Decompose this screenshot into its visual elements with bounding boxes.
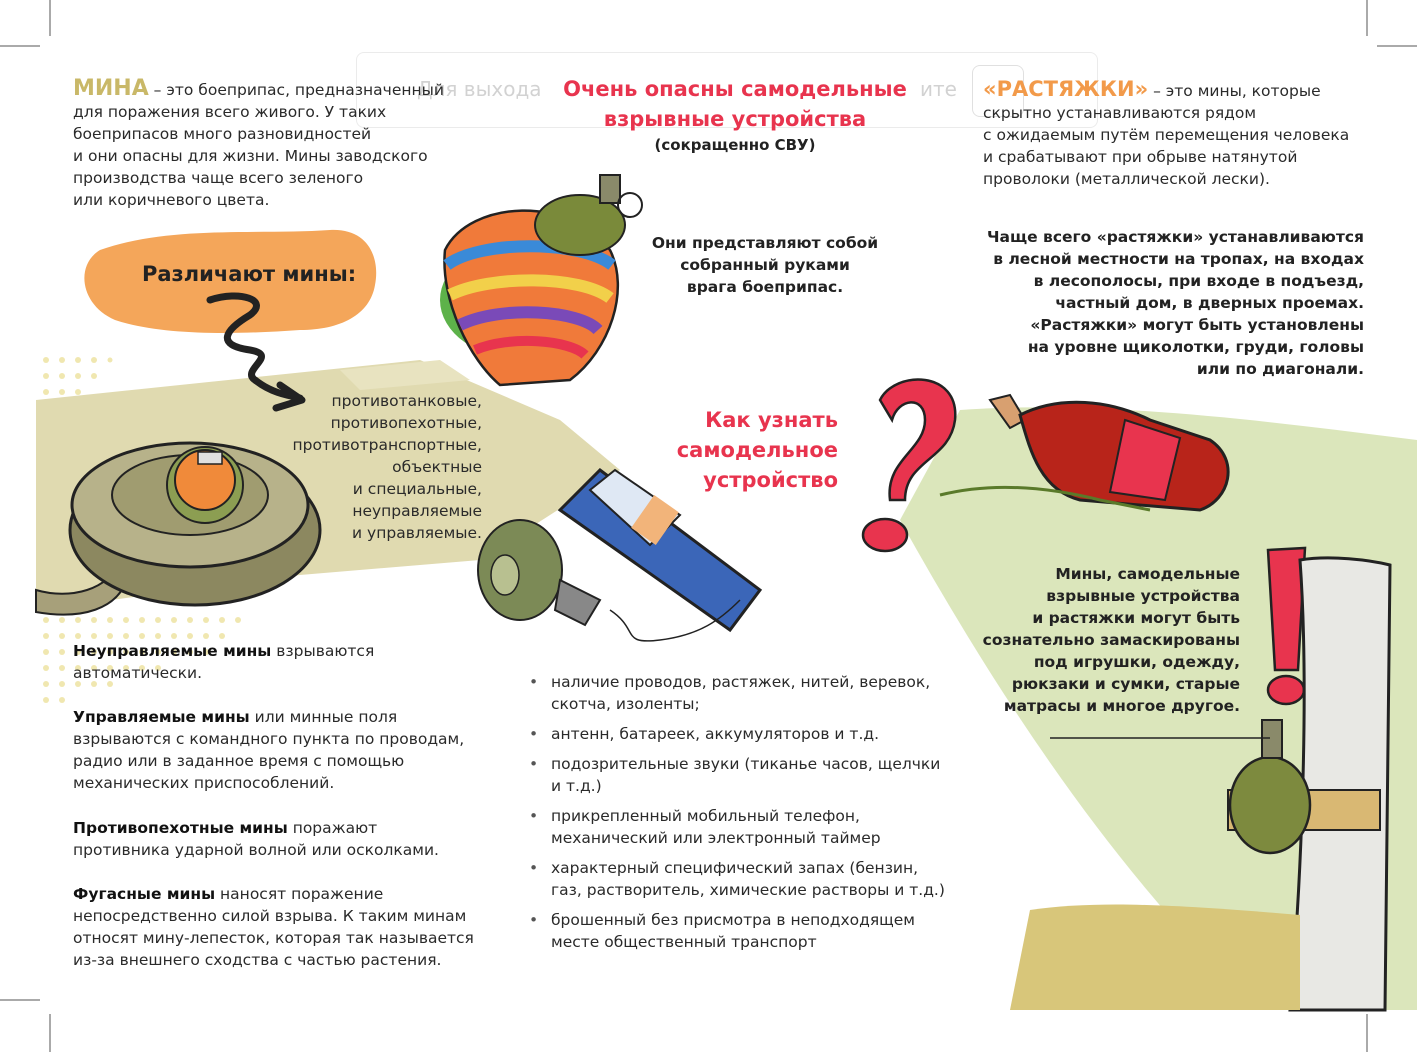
definition-text: относят мину-лепесток, которая так называется	[73, 929, 474, 947]
mina-line-2: боеприпасов много разновидностей	[73, 125, 372, 143]
type-item: и специальные,	[352, 480, 482, 498]
list-item: • антенн, батареек, аккумуляторов и т.д.	[529, 723, 949, 745]
definition-term: Противопехотные мины	[73, 819, 288, 837]
types-list	[250, 390, 482, 544]
type-item: противотанковые,	[331, 392, 482, 410]
how-title-line: самодельное	[676, 438, 838, 462]
definition-text: взрываются с командного пункта по проводам,	[73, 730, 465, 748]
how-title	[640, 405, 838, 495]
rast-mask-line: взрывные устройства	[1046, 587, 1240, 605]
type-item: противопехотные,	[330, 414, 482, 432]
list-item: • подозрительные звуки (тиканье часов, щелчки и т.д.)	[529, 753, 949, 797]
definition-text: противника ударной волной или осколками.	[73, 841, 439, 859]
definition-term: Неуправляемые мины	[73, 642, 272, 660]
mina-definition	[73, 78, 493, 211]
overlay-right-text: ите	[920, 77, 957, 101]
rast-line: скрытно устанавливаются рядом	[983, 104, 1257, 122]
how-title-line: устройство	[703, 468, 838, 492]
definition-text: механических приспособлений.	[73, 774, 335, 792]
rast-mask	[960, 563, 1240, 717]
rast-title: «РАСТЯЖКИ»	[983, 77, 1149, 101]
mina-title: МИНА	[73, 76, 149, 101]
rast-line: проволоки (металлической лески).	[983, 170, 1270, 188]
svu-title-line2: взрывные устройства	[603, 107, 867, 131]
rast-mask-line: под игрушки, одежду,	[1033, 653, 1240, 671]
definition-text: или минные поля	[249, 708, 398, 726]
rast-mask-line: и растяжки могут быть	[1032, 609, 1240, 627]
svu-title-line1: Очень опасны самодельные	[563, 77, 907, 101]
definition-antipersonnel	[73, 817, 493, 861]
rast-definition	[983, 78, 1403, 190]
definition-fugas	[73, 883, 493, 971]
svu-description	[650, 232, 880, 298]
rast-where-line: или по диагонали.	[1196, 360, 1364, 378]
mina-line-3: и они опасны для жизни. Мины заводского	[73, 147, 428, 165]
svu-desc-line: собранный руками	[680, 256, 850, 274]
rast-where	[950, 226, 1364, 380]
rast-where-line: в лесной местности на тропах, на входах	[993, 250, 1364, 268]
type-item: и управляемые.	[352, 524, 482, 542]
definition-text: поражают	[287, 819, 378, 837]
rast-where-line: Чаще всего «растяжки» устанавливаются	[987, 228, 1364, 246]
list-item: • брошенный без присмотра в неподходящем месте общественный транспорт	[529, 909, 949, 953]
rast-mask-line: матрасы и многое другое.	[1003, 697, 1240, 715]
list-item: • характерный специфический запах (бензин, газ, растворитель, химические растворы и т.д.)	[529, 857, 949, 901]
rast-mask-line: сознательно замаскированы	[982, 631, 1240, 649]
definition-controlled	[73, 706, 493, 794]
rast-where-line: в лесополосы, при входе в подъезд,	[1033, 272, 1364, 290]
list-item: • прикрепленный мобильный телефон, механический или электронный таймер	[529, 805, 949, 849]
svu-desc-line: врага боеприпас.	[686, 278, 844, 296]
definition-text: наносят поражение	[215, 885, 384, 903]
svu-desc-line: Они представляют собой	[651, 234, 879, 252]
how-signs-list	[529, 671, 949, 961]
rast-line: – это мины, которые	[1148, 82, 1321, 100]
svu-subtitle: (сокращенно СВУ)	[654, 136, 816, 154]
rast-where-line: на уровне щиколотки, груди, головы	[1027, 338, 1364, 356]
definition-text: из-за внешнего сходства с частью растения.	[73, 951, 442, 969]
definition-text: взрываются	[271, 642, 375, 660]
rast-mask-line: рюкзаки и сумки, старые	[1011, 675, 1240, 693]
definition-text: радио или в заданное время с помощью	[73, 752, 405, 770]
list-item: • наличие проводов, растяжек, нитей, веревок, скотча, изоленты;	[529, 671, 949, 715]
how-title-line: Как узнать	[705, 408, 838, 432]
rast-where-line: частный дом, в дверных проемах.	[1055, 294, 1364, 312]
type-item: неуправляемые	[352, 502, 482, 520]
overlay-left-text: Для выхода	[417, 77, 542, 101]
definition-text: автоматически.	[73, 664, 203, 682]
rast-mask-line: Мины, самодельные	[1055, 565, 1240, 583]
definition-text: непосредственно силой взрыва. К таким минам	[73, 907, 467, 925]
svu-title-block	[520, 74, 950, 156]
mina-line-4: производства чаще всего зеленого	[73, 169, 364, 187]
type-item: объектные	[392, 458, 482, 476]
mina-line-5: или коричневого цвета.	[73, 191, 270, 209]
rast-line: с ожидаемым путём перемещения человека	[983, 126, 1350, 144]
rast-line: и срабатывают при обрыве натянутой	[983, 148, 1298, 166]
definition-term: Управляемые мины	[73, 708, 250, 726]
types-heading: Различают мины:	[142, 262, 357, 286]
rast-where-line: «Растяжки» могут быть установлены	[1030, 316, 1364, 334]
definition-term: Фугасные мины	[73, 885, 216, 903]
mina-line-1: для поражения всего живого. У таких	[73, 103, 387, 121]
type-item: противотранспортные,	[292, 436, 482, 454]
definition-uncontrolled	[73, 640, 493, 684]
mina-line-0: – это боеприпас, предназначенный	[148, 81, 444, 99]
